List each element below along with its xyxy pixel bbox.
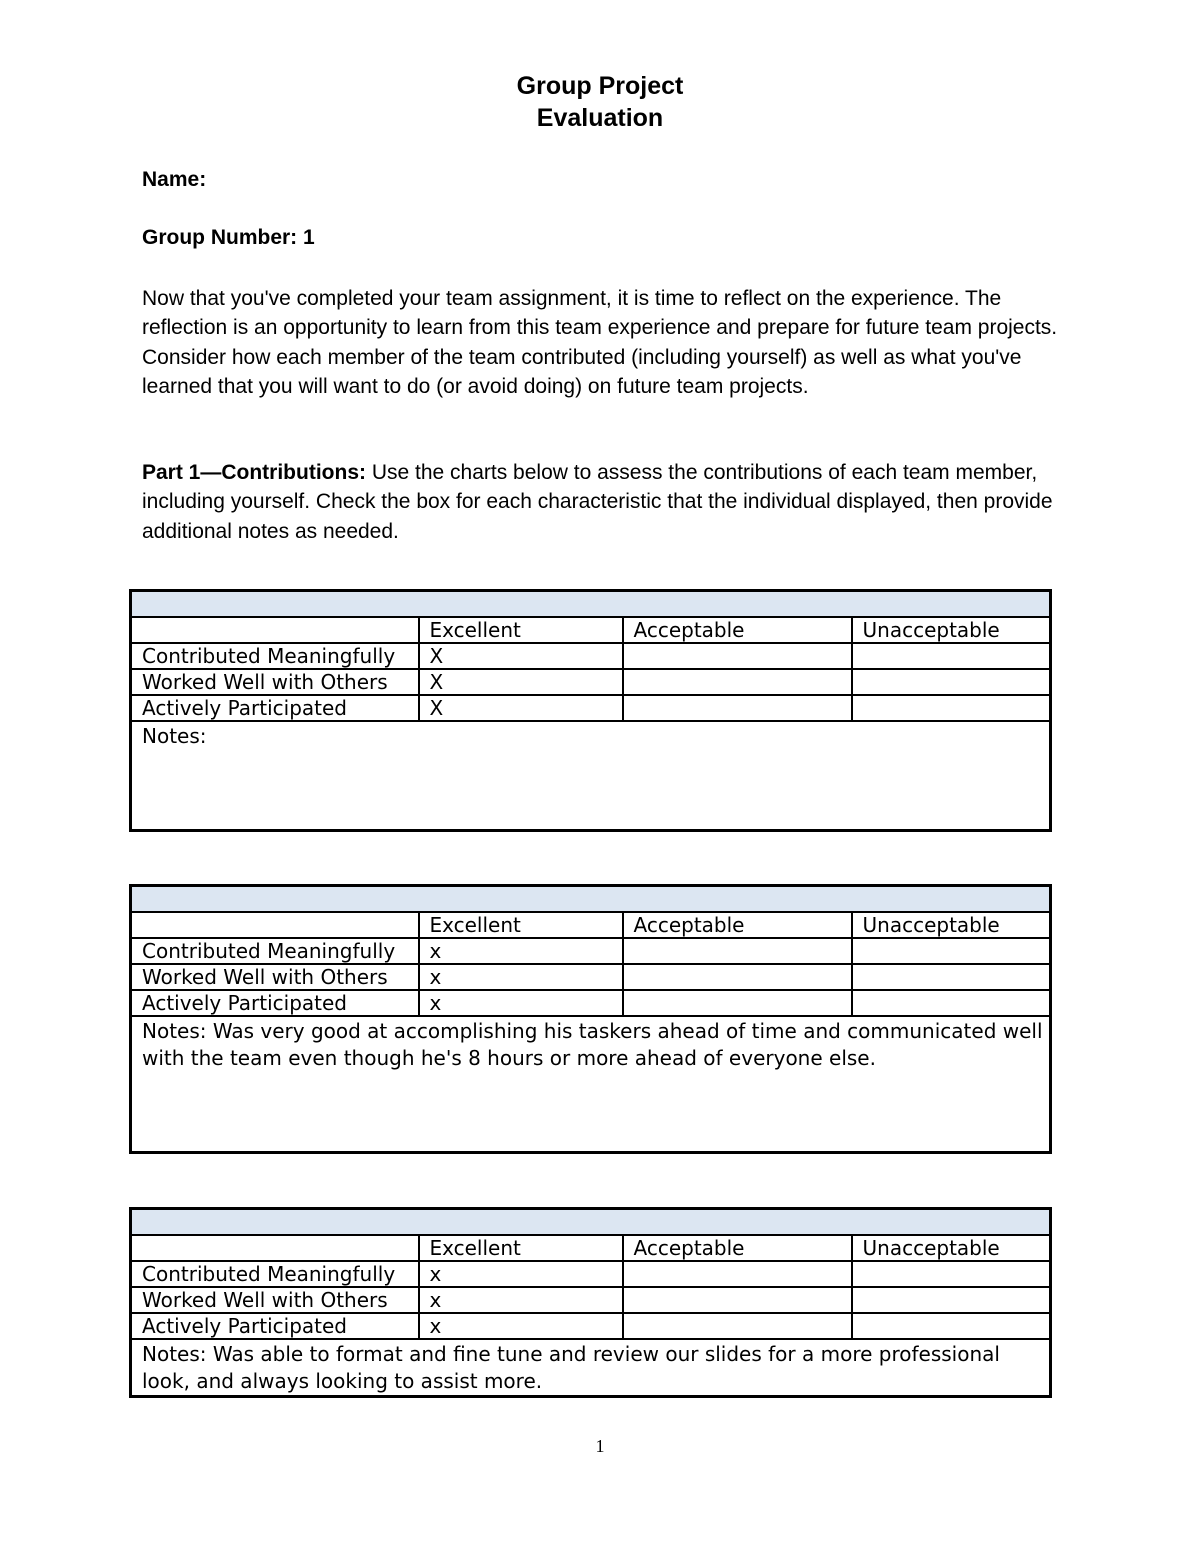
page-number: 1 [595,1436,605,1456]
excellent-mark[interactable]: X [419,695,623,721]
notes-cell[interactable]: Notes: Was able to format and fine tune and review our slides for a more professional look, and always looking to assist more. [131,1339,1051,1397]
table-row [131,1261,1051,1287]
excellent-mark[interactable]: x [419,964,623,990]
part1-heading: Part 1—Contributions: [142,461,366,484]
table-row [131,1287,1051,1313]
excellent-mark[interactable]: X [419,669,623,695]
evaluation-table-3 [129,1207,1052,1398]
column-unacceptable: Unacceptable [852,912,1051,938]
unacceptable-mark[interactable] [852,1313,1051,1339]
member-name-cell[interactable] [131,1209,1051,1236]
column-excellent: Excellent [419,617,623,643]
acceptable-mark[interactable] [623,990,852,1016]
notes-cell[interactable]: Notes: [131,721,1051,831]
unacceptable-mark[interactable] [852,1287,1051,1313]
acceptable-mark[interactable] [623,643,852,669]
column-unacceptable: Unacceptable [852,617,1051,643]
acceptable-mark[interactable] [623,938,852,964]
acceptable-mark[interactable] [623,1287,852,1313]
table-row [131,669,1051,695]
criterion-label: Contributed Meaningfully [131,1261,419,1287]
table-row [131,1313,1051,1339]
unacceptable-mark[interactable] [852,669,1051,695]
intro-paragraph: Now that you've completed your team assignment, it is time to reflect on the experience. The reflection is an opportunity to learn from this team experience and prepare for future team projects. Consider how each member of the team contributed (including yourself) as well as what you've learned that you will want to do (or avoid doing) on future team projects. [142,287,1058,398]
title-line-2: Evaluation [536,104,664,132]
table-row [131,990,1051,1016]
criterion-label: Actively Participated [131,695,419,721]
blank-header-cell [131,912,419,938]
title-line-1: Group Project [516,72,684,100]
excellent-mark[interactable]: x [419,938,623,964]
criterion-label: Contributed Meaningfully [131,643,419,669]
member-name-cell[interactable] [131,886,1051,913]
unacceptable-mark[interactable] [852,643,1051,669]
column-excellent: Excellent [419,912,623,938]
acceptable-mark[interactable] [623,695,852,721]
acceptable-mark[interactable] [623,669,852,695]
acceptable-mark[interactable] [623,964,852,990]
unacceptable-mark[interactable] [852,695,1051,721]
column-excellent: Excellent [419,1235,623,1261]
notes-cell[interactable]: Notes: Was very good at accomplishing his taskers ahead of time and communicated well with the team even though he's 8 hours or more ahead of everyone else. [131,1016,1051,1153]
name-label: Name: [142,168,207,191]
evaluation-table-2 [129,884,1052,1154]
evaluation-table-1 [129,589,1052,832]
acceptable-mark[interactable] [623,1261,852,1287]
criterion-label: Worked Well with Others [131,1287,419,1313]
column-acceptable: Acceptable [623,617,852,643]
table-row [131,643,1051,669]
part1-text: Use the charts below to assess the contributions of each team member, including yourself. Check the box for each characteristic that the individual displayed, then provide additional notes as needed. [142,461,1053,543]
column-unacceptable: Unacceptable [852,1235,1051,1261]
unacceptable-mark[interactable] [852,990,1051,1016]
group-number-label: Group Number: 1 [142,226,315,249]
unacceptable-mark[interactable] [852,964,1051,990]
criterion-label: Actively Participated [131,1313,419,1339]
excellent-mark[interactable]: x [419,990,623,1016]
excellent-mark[interactable]: x [419,1313,623,1339]
column-acceptable: Acceptable [623,912,852,938]
member-name-cell[interactable] [131,591,1051,618]
criterion-label: Worked Well with Others [131,669,419,695]
part1-paragraph [142,458,1082,546]
unacceptable-mark[interactable] [852,938,1051,964]
column-acceptable: Acceptable [623,1235,852,1261]
table-row [131,938,1051,964]
criterion-label: Worked Well with Others [131,964,419,990]
table-row [131,964,1051,990]
criterion-label: Actively Participated [131,990,419,1016]
acceptable-mark[interactable] [623,1313,852,1339]
table-row [131,695,1051,721]
blank-header-cell [131,617,419,643]
excellent-mark[interactable]: X [419,643,623,669]
excellent-mark[interactable]: x [419,1287,623,1313]
unacceptable-mark[interactable] [852,1261,1051,1287]
excellent-mark[interactable]: x [419,1261,623,1287]
criterion-label: Contributed Meaningfully [131,938,419,964]
blank-header-cell [131,1235,419,1261]
